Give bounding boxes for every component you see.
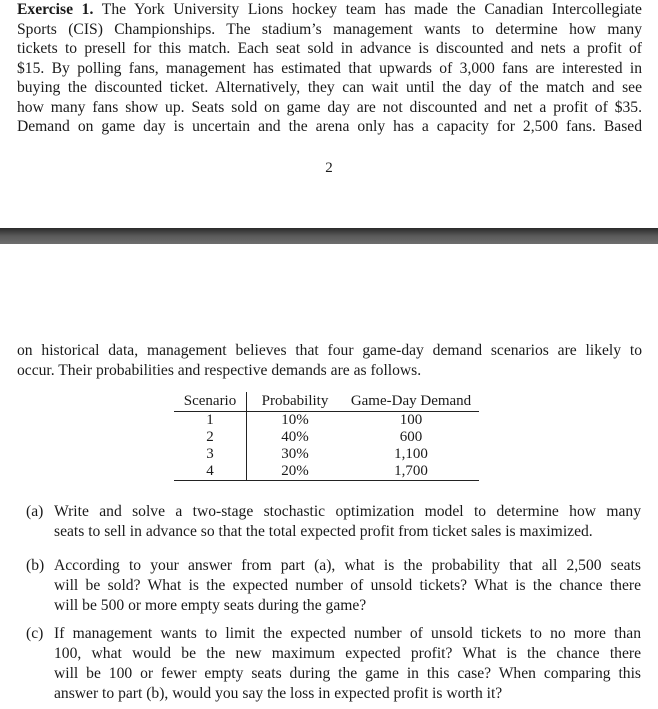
cell-probability: 20% <box>247 463 344 481</box>
question-c-line-2: 100, what would be the new maximum expected profit? What is the chance there <box>54 645 641 662</box>
question-b-line-1: According to your answer from part (a), what is the probability that all 2,500 seats <box>54 557 641 574</box>
cell-scenario: 4 <box>174 463 247 481</box>
table-row <box>174 412 479 430</box>
question-c-line-4: answer to part (b), would you say the loss in expected profit is worth it? <box>54 685 503 702</box>
intro-line-5: buying the discounted ticket. Alternatively, they can wait until the day of the match and see <box>17 79 642 96</box>
question-c-line-3: will be 100 or fewer empty seats during the game in this case? When comparing this <box>54 665 641 682</box>
question-a-line-2: seats to sell in advance so that the total expected profit from ticket sales is maximized. <box>54 523 593 540</box>
cell-probability: 30% <box>281 446 309 462</box>
intro-line-3: tickets to presell for this match. Each seat sold in advance is discounted and nets a profit of <box>17 40 642 57</box>
question-a-tag: (a) <box>26 503 44 520</box>
question-c-tag: (c) <box>26 625 44 642</box>
header-game-day-demand: Game-Day Demand <box>343 392 479 412</box>
cell-scenario: 1 <box>174 412 247 430</box>
question-c-text <box>54 624 641 704</box>
intro-line-7: Demand on game day is uncertain and the arena only has a capacity for 2,500 fans. Based <box>17 118 642 135</box>
question-c <box>26 624 641 704</box>
cell-probability: 10% <box>281 412 309 428</box>
continuation-line-1: on historical data, management believes that four game-day demand scenarios are likely to <box>17 342 642 359</box>
question-a-text <box>54 502 641 542</box>
question-b-text <box>54 556 641 616</box>
intro-line-1-text: The York University Lions hockey team has made the Canadian Intercollegiate <box>101 1 642 18</box>
page-2-fragment <box>0 244 658 709</box>
cell-demand: 100 <box>399 412 423 428</box>
cell-demand: 1,700 <box>343 463 479 481</box>
question-a-line-1: Write and solve a two-stage stochastic optimization model to determine how many <box>54 503 641 520</box>
continuation-paragraph <box>17 341 642 381</box>
cell-scenario: 3 <box>174 446 247 463</box>
question-b-line-3: will be 500 or more empty seats during the game? <box>54 597 367 614</box>
cell-demand: 600 <box>399 429 423 445</box>
cell-scenario: 2 <box>174 429 247 446</box>
table-row <box>174 446 479 463</box>
table-row <box>174 429 479 446</box>
question-c-line-1: If management wants to limit the expected number of unsold tickets to no more than <box>54 625 641 642</box>
question-b <box>26 556 641 616</box>
intro-line-6: how many fans show up. Seats sold on game day are not discounted and net a profit of $35. <box>17 98 642 116</box>
exercise-intro-paragraph <box>17 0 642 137</box>
continuation-line-2: occur. Their probabilities and respective demands are as follows. <box>17 362 422 379</box>
page-separator <box>0 228 658 244</box>
table-row <box>174 463 479 481</box>
cell-demand: 1,100 <box>394 446 428 462</box>
exercise-label: Exercise 1. <box>17 1 94 18</box>
intro-line-4: $15. By polling fans, management has estimated that upwards of 3,000 fans are interested in <box>17 59 642 77</box>
header-scenario: Scenario <box>174 392 247 412</box>
cell-probability: 40% <box>281 429 309 445</box>
question-b-line-2: will be sold? What is the expected number of unsold tickets? What is the chance there <box>54 577 641 594</box>
table-header-row <box>174 392 479 412</box>
intro-line-2: Sports (CIS) Championships. The stadium’s management wants to determine how many <box>17 20 642 38</box>
question-b-tag: (b) <box>26 557 45 574</box>
page-1-fragment <box>0 0 658 228</box>
scenario-table <box>174 392 479 481</box>
question-a <box>26 502 641 542</box>
page-number: 2 <box>325 160 333 176</box>
intro-line-1 <box>17 0 642 20</box>
header-probability: Probability <box>247 392 344 412</box>
